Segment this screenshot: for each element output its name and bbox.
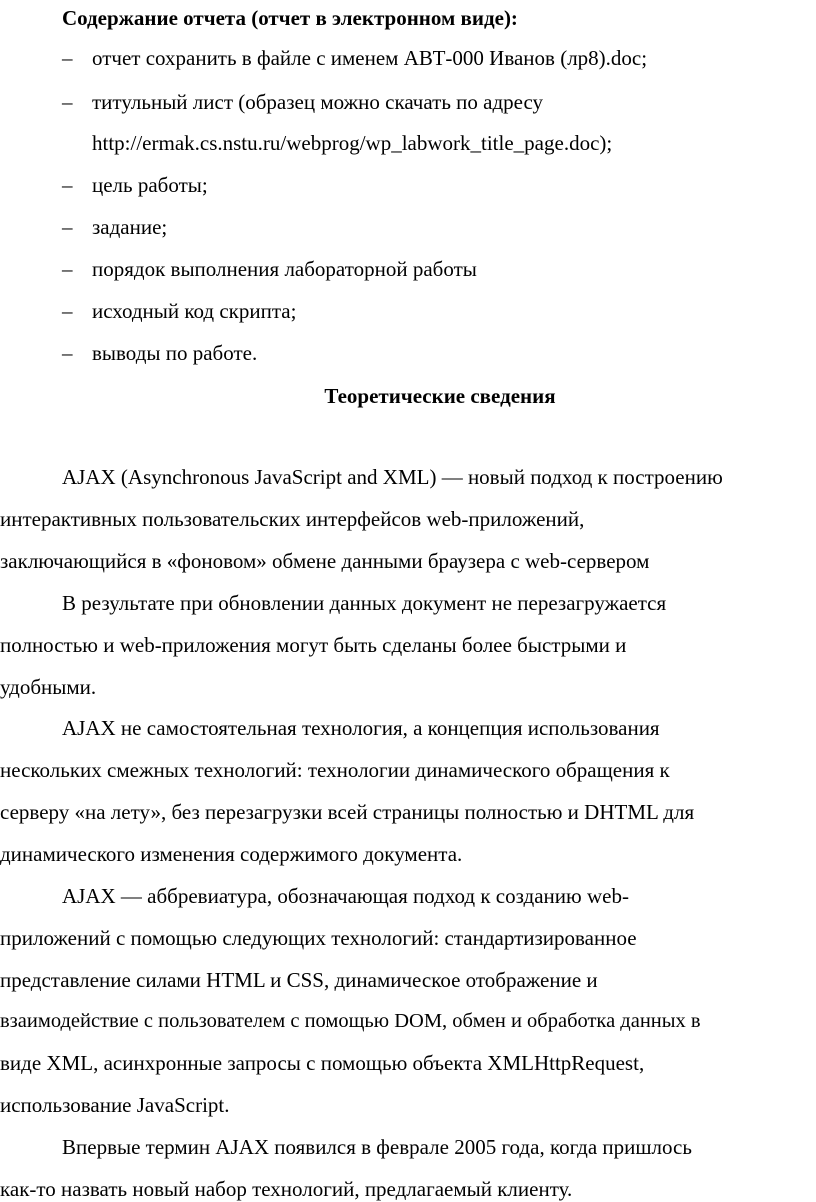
paragraph-line: В результате при обновлении данных документ не перезагружается bbox=[62, 591, 667, 615]
paragraph-line: серверу «на лету», без перезагрузки всей страницы полностью и DHTML для bbox=[0, 800, 695, 824]
theory-heading: Теоретические сведения bbox=[324, 384, 556, 408]
bullet-dash: – bbox=[62, 215, 73, 239]
paragraph-line: нескольких смежных технологий: технологии динамического обращения к bbox=[0, 758, 670, 782]
report-contents-heading: Содержание отчета (отчет в электронном виде): bbox=[62, 6, 518, 30]
paragraph-line: взаимодействие с пользователем с помощью DOM, обмен и обработка данных в bbox=[0, 1010, 701, 1032]
report-item-1: отчет сохранить в файле с именем АВТ-000 Иванов (лр8).doc; bbox=[92, 46, 648, 70]
bullet-dash: – bbox=[62, 173, 73, 197]
paragraph-line: AJAX (Asynchronous JavaScript and XML) — новый подход к построению bbox=[62, 465, 723, 489]
report-item-6: исходный код скрипта; bbox=[92, 299, 297, 323]
report-item-5: порядок выполнения лабораторной работы bbox=[92, 257, 477, 281]
report-item-2: титульный лист (образец можно скачать по адресу bbox=[92, 90, 544, 114]
bullet-dash: – bbox=[62, 341, 73, 365]
bullet-dash: – bbox=[62, 299, 73, 323]
paragraph-line: представление силами HTML и CSS, динамическое отображение и bbox=[0, 968, 598, 992]
paragraph-line: Впервые термин AJAX появился в феврале 2005 года, когда пришлось bbox=[62, 1135, 692, 1159]
paragraph-line: интерактивных пользовательских интерфейсов web-приложений, bbox=[0, 507, 585, 531]
report-item-4: задание; bbox=[92, 215, 168, 239]
bullet-dash: – bbox=[62, 90, 73, 114]
paragraph-line: приложений с помощью следующих технологий: стандартизированное bbox=[0, 926, 637, 950]
paragraph-line: динамического изменения содержимого документа. bbox=[0, 842, 463, 866]
paragraph-line: удобными. bbox=[0, 675, 97, 699]
paragraph-line: AJAX — аббревиатура, обозначающая подход к созданию web- bbox=[62, 884, 629, 908]
report-item-3: цель работы; bbox=[92, 173, 208, 197]
paragraph-line: использование JavaScript. bbox=[0, 1093, 230, 1117]
paragraph-line: AJAX не самостоятельная технология, а концепция использования bbox=[62, 716, 660, 740]
report-item-7: выводы по работе. bbox=[92, 341, 258, 365]
paragraph-line: заключающийся в «фоновом» обмене данными браузера с web-сервером bbox=[0, 549, 650, 573]
paragraph-line: виде XML, асинхронные запросы с помощью объекта XMLHttpRequest, bbox=[0, 1051, 645, 1075]
report-item-2-url: http://ermak.cs.nstu.ru/webprog/wp_labwork_title_page.doc); bbox=[92, 131, 613, 155]
bullet-dash: – bbox=[62, 257, 73, 281]
paragraph-line: полностью и web-приложения могут быть сделаны более быстрыми и bbox=[0, 633, 627, 657]
bullet-dash: – bbox=[62, 46, 73, 70]
paragraph-line: как-то назвать новый набор технологий, предлагаемый клиенту. bbox=[0, 1177, 573, 1201]
